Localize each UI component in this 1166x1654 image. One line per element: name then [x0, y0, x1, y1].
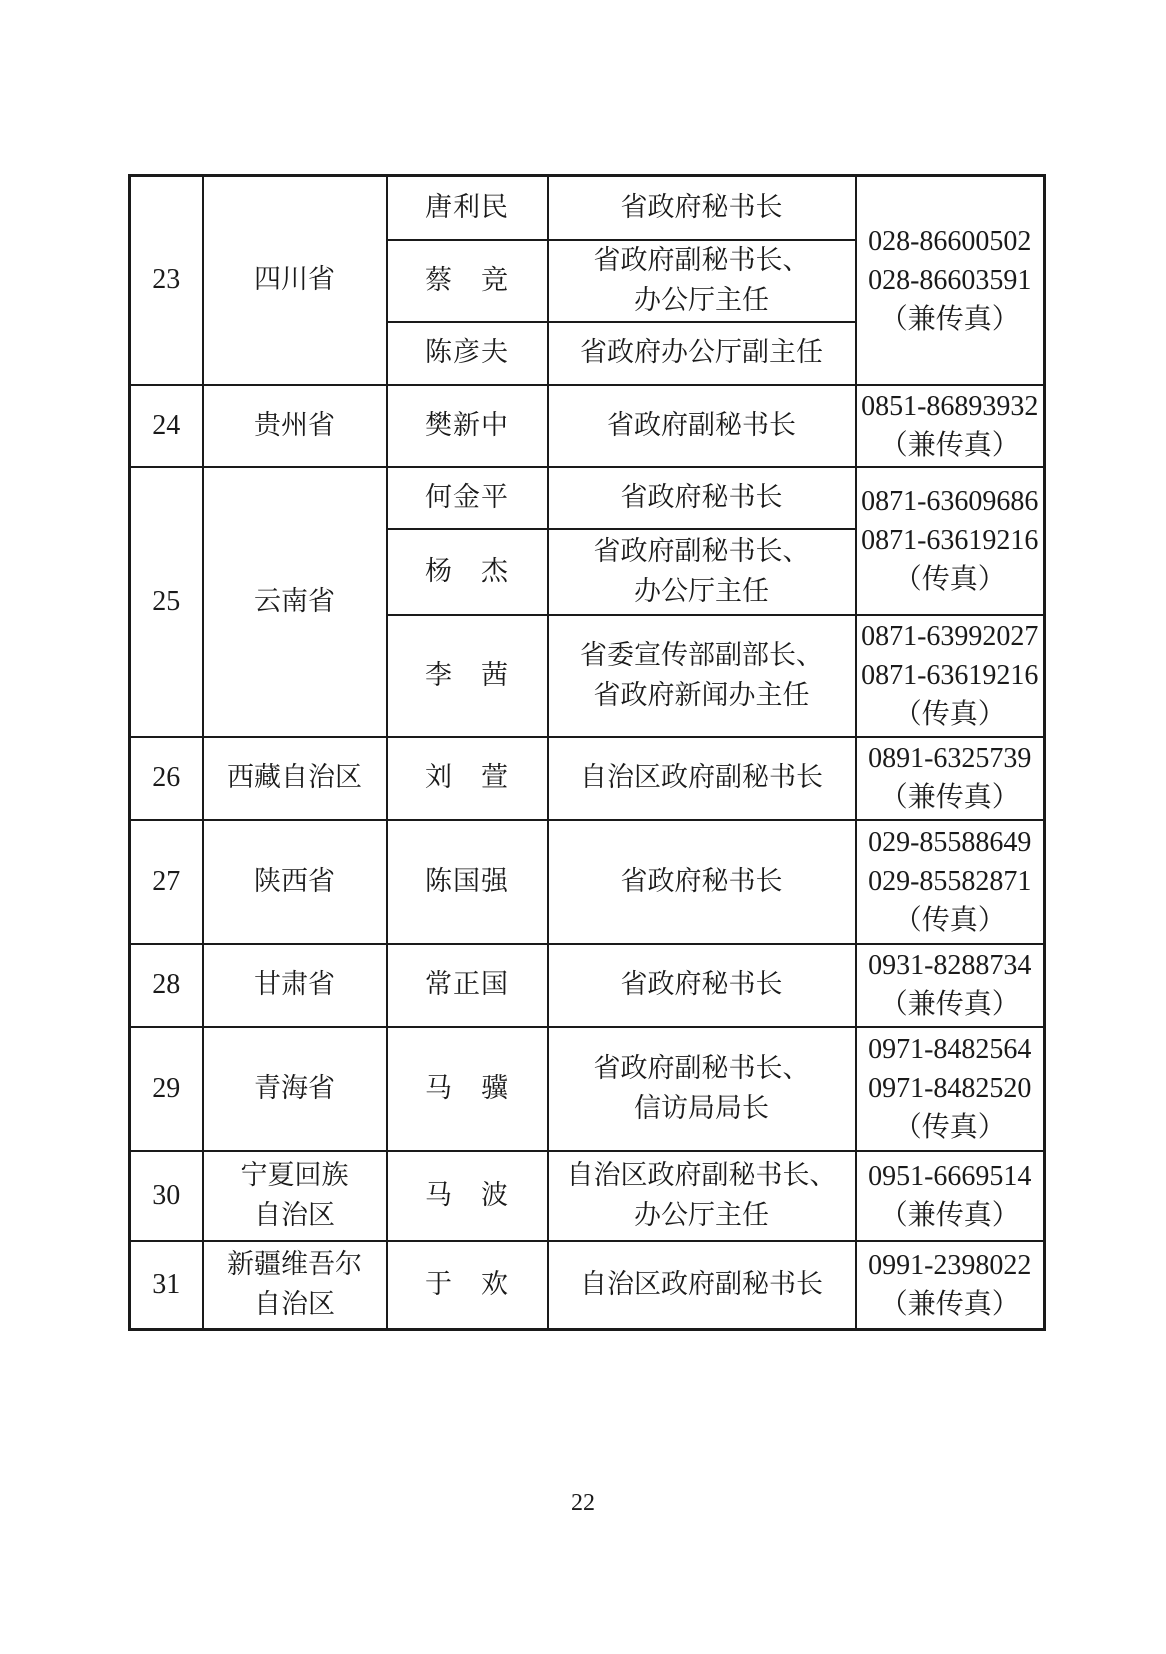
phone-cell: 0871-63992027 0871-63619216 （传真） — [856, 615, 1045, 737]
row-number: 31 — [130, 1241, 203, 1330]
row-number: 24 — [130, 385, 203, 467]
person-title: 省政府副秘书长、 信访局局长 — [548, 1027, 856, 1151]
person-name: 刘 萱 — [387, 737, 548, 820]
table-row — [130, 737, 1045, 820]
person-name: 于 欢 — [387, 1241, 548, 1330]
row-number: 23 — [130, 176, 203, 385]
person-name: 马 波 — [387, 1151, 548, 1241]
row-number: 28 — [130, 944, 203, 1027]
row-number: 27 — [130, 820, 203, 944]
phone-cell: 029-85588649 029-85582871 （传真） — [856, 820, 1045, 944]
table-row — [130, 1027, 1045, 1151]
phone-cell: 0891-6325739 （兼传真） — [856, 737, 1045, 820]
row-number: 25 — [130, 467, 203, 737]
table-row — [130, 944, 1045, 1027]
phone-cell: 0931-8288734 （兼传真） — [856, 944, 1045, 1027]
phone-cell: 0971-8482564 0971-8482520 （传真） — [856, 1027, 1045, 1151]
person-name: 陈国强 — [387, 820, 548, 944]
person-title: 省政府秘书长 — [548, 944, 856, 1027]
table-row — [130, 467, 1045, 529]
contact-table — [128, 174, 1046, 1331]
person-name: 杨 杰 — [387, 529, 548, 615]
person-title: 省政府副秘书长、 办公厅主任 — [548, 240, 856, 322]
region-cell: 西藏自治区 — [203, 737, 387, 820]
phone-cell: 0871-63609686 0871-63619216 （传真） — [856, 467, 1045, 615]
row-number: 30 — [130, 1151, 203, 1241]
person-name: 常正国 — [387, 944, 548, 1027]
table-row — [130, 1151, 1045, 1241]
region-cell: 新疆维吾尔 自治区 — [203, 1241, 387, 1330]
table-row — [130, 1241, 1045, 1330]
person-title: 省政府秘书长 — [548, 820, 856, 944]
region-cell: 陕西省 — [203, 820, 387, 944]
table-row — [130, 820, 1045, 944]
person-title: 自治区政府副秘书长 — [548, 1241, 856, 1330]
page-number: 22 — [571, 1490, 595, 1516]
person-title: 省政府副秘书长、 办公厅主任 — [548, 529, 856, 615]
region-cell: 四川省 — [203, 176, 387, 385]
region-cell: 云南省 — [203, 467, 387, 737]
person-name: 李 茜 — [387, 615, 548, 737]
phone-cell: 028-86600502 028-86603591 （兼传真） — [856, 176, 1045, 385]
phone-cell: 0851-86893932 （兼传真） — [856, 385, 1045, 467]
person-title: 省委宣传部副部长、 省政府新闻办主任 — [548, 615, 856, 737]
person-name: 唐利民 — [387, 176, 548, 240]
phone-cell: 0951-6669514 （兼传真） — [856, 1151, 1045, 1241]
person-title: 自治区政府副秘书长 — [548, 737, 856, 820]
person-title: 省政府秘书长 — [548, 176, 856, 240]
person-name: 何金平 — [387, 467, 548, 529]
row-number: 29 — [130, 1027, 203, 1151]
person-name: 樊新中 — [387, 385, 548, 467]
person-title: 省政府秘书长 — [548, 467, 856, 529]
region-cell: 贵州省 — [203, 385, 387, 467]
table-row — [130, 385, 1045, 467]
person-name: 蔡 竞 — [387, 240, 548, 322]
person-title: 自治区政府副秘书长、 办公厅主任 — [548, 1151, 856, 1241]
region-cell: 宁夏回族 自治区 — [203, 1151, 387, 1241]
region-cell: 甘肃省 — [203, 944, 387, 1027]
person-title: 省政府办公厅副主任 — [548, 322, 856, 385]
phone-cell: 0991-2398022 （兼传真） — [856, 1241, 1045, 1330]
table-row — [130, 176, 1045, 240]
person-title: 省政府副秘书长 — [548, 385, 856, 467]
person-name: 陈彦夫 — [387, 322, 548, 385]
person-name: 马 骥 — [387, 1027, 548, 1151]
region-cell: 青海省 — [203, 1027, 387, 1151]
row-number: 26 — [130, 737, 203, 820]
